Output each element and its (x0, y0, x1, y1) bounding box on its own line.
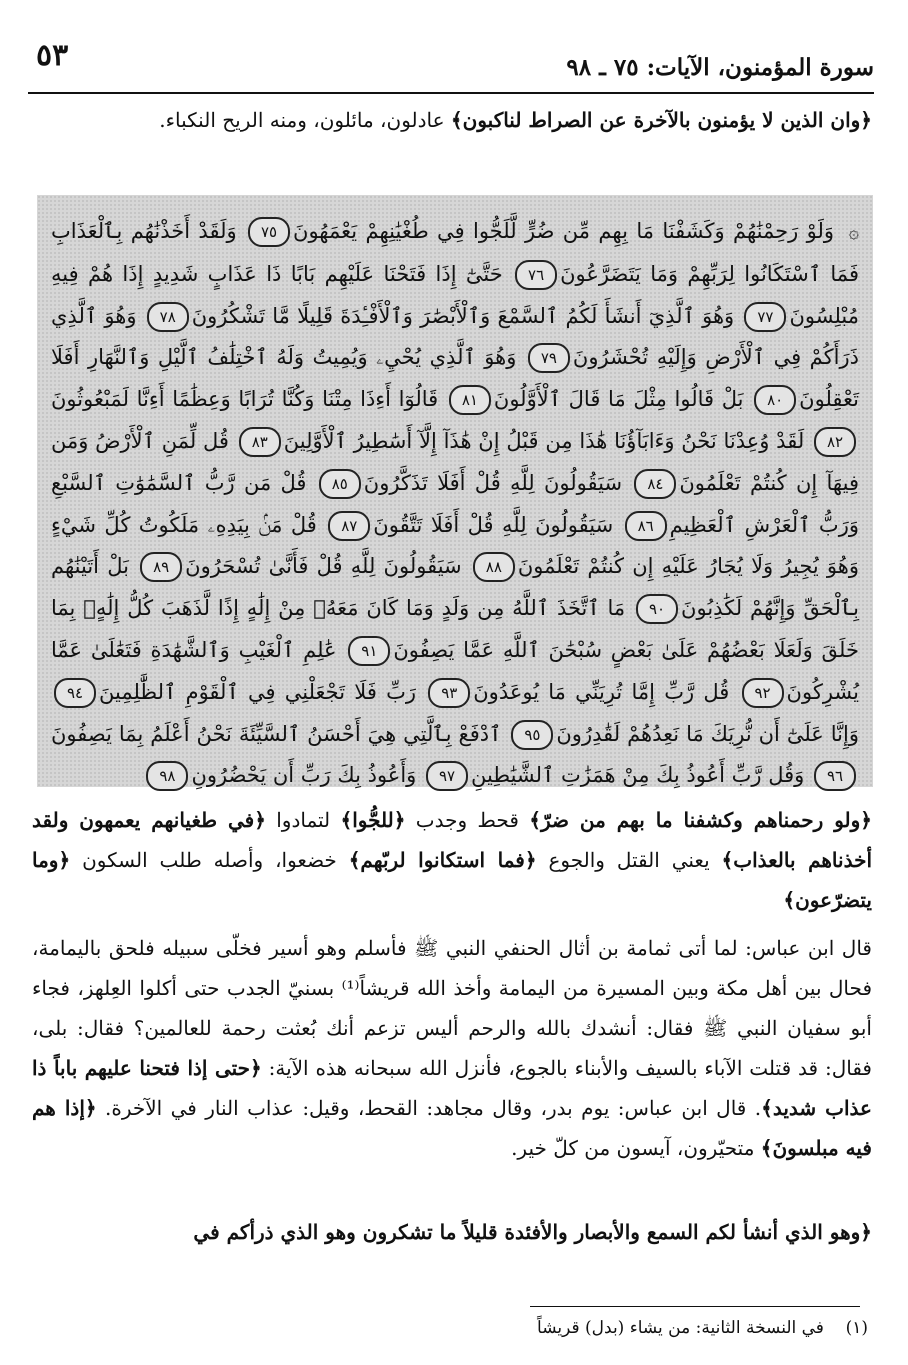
ayah-number-marker: ٩١ (348, 636, 390, 666)
ayah-number-marker: ٧٨ (147, 302, 189, 332)
footnote-divider (530, 1306, 860, 1307)
ayah-number-marker: ٧٦ (515, 260, 557, 290)
footnote (60, 1318, 868, 1338)
ayah-number-marker: ٨٠ (754, 385, 796, 415)
commentary-text: قال ابن عباس: لما أتى ثمامة بن أثال الحنفي النبي ﷺ فأسلم وهو أسير فخلّى سبيله فلحق باليمامة، فحال بين أهل مكة وبين المسيرة من اليمامة وأخذ الله قريشاً⁽¹⁾ بسنيّ الجدب حتى أكلوا العِلهز، فجاء أبو سفيان النبي ﷺ فقال: أنشدك بالله والرحم أليس تزعم أنك بُعثت رحمة للعالمين؟ فقال: بلى، فقال: قد قتلت الآباء بالسيف والأبناء بالجوع، فأنزل الله سبحانه هذه الآية: (32, 936, 872, 1080)
commentary-text: قحط وجدب (405, 808, 530, 832)
verse-text-12: قُلْ مَن رَّبُّ ٱلسَّمَٰوَٰتِ ٱلسَّبْعِ وَرَبُّ ٱلْعَرْشِ ٱلْعَظِيمِ (51, 470, 859, 537)
ayah-number-marker: ٨١ (449, 385, 491, 415)
ayah-number-marker: ٨٢ (814, 427, 856, 457)
verse-text (51, 211, 859, 797)
quoted-verse: ﴿فما استكانوا لربّهم﴾ (348, 848, 537, 872)
verse-text-8: قَالُوٓا أَءِذَا مِتْنَا وَكُنَّا تُرَابًا وَعِظَٰمًا أَءِنَّا لَمَبْعُوثُونَ (51, 387, 439, 412)
verse-text-9: لَقَدْ وُعِدْنَا نَحْنُ وَءَابَآؤُنَا هَٰذَا مِن قَبْلُ إِنْ هَٰذَآ إِلَّآ أَسَٰطِيرُ ٱلْأَوَّلِينَ (283, 428, 805, 453)
commentary-3-quote: ﴿وهو الذي أنشأ لكم السمع والأبصار والأفئدة قليلاً ما تشكرون وهو الذي ذرأكم في (193, 1220, 872, 1244)
commentary-paragraph-3 (32, 1212, 872, 1252)
ayah-number-marker: ٩٣ (428, 678, 470, 708)
commentary-text: . قال ابن عباس: يوم بدر، وقال مجاهد: القحط، وقيل: عذاب النار في الآخرة. (96, 1096, 762, 1120)
verse-text-22: ٱدْفَعْ بِٱلَّتِي هِيَ أَحْسَنُ ٱلسَّيِّئَةَ نَحْنُ أَعْلَمُ بِمَا يَصِفُونَ (51, 721, 502, 746)
intro-quote: ﴿وان الذين لا يؤمنون بالآخرة عن الصراط لناكبون﴾ (450, 108, 872, 132)
verse-text-11: سَيَقُولُونَ لِلَّهِ قُلْ أَفَلَا تَذَكَّرُونَ (363, 470, 623, 495)
ayah-number-marker: ٩٨ (146, 761, 188, 791)
verse-text-3: حَتَّىٰٓ إِذَا فَتَحْنَا عَلَيْهِم بَابًا ذَا عَذَابٍ شَدِيدٍ إِذَا هُمْ فِيهِ مُبْلِسُونَ (51, 261, 859, 328)
verse-text-16: بَلْ أَتَيْنَٰهُم بِٱلْحَقِّ وَإِنَّهُمْ لَكَٰذِبُونَ (51, 554, 859, 621)
commentary-text: متحيّرون، آيسون من كلّ خير. (511, 1136, 761, 1160)
quran-verse-block (37, 195, 873, 787)
verse-text-14: قُلْ مَنۢ بِيَدِهِۦ مَلَكُوتُ كُلِّ شَيْءٍ وَهُوَ يُجِيرُ وَلَا يُجَارُ عَلَيْهِ إِن كُنتُمْ تَعْلَمُونَ (51, 512, 859, 579)
ayah-number-marker: ٧٩ (528, 343, 570, 373)
page-header (28, 36, 874, 94)
commentary-paragraph-1 (32, 800, 872, 920)
commentary-paragraph-2 (32, 928, 872, 1168)
verse-text-7: بَلْ قَالُوا مِثْلَ مَا قَالَ ٱلْأَوَّلُونَ (493, 387, 744, 412)
ayah-number-marker: ٩٢ (742, 678, 784, 708)
quoted-verse: ﴿وما يتضرّعون﴾ (32, 848, 872, 912)
ayah-number-marker: ٨٥ (319, 469, 361, 499)
verse-text-19: قُل رَّبِّ إِمَّا تُرِيَنِّي مَا يُوعَدُونَ (473, 679, 730, 704)
verse-text-23: وَقُل رَّبِّ أَعُوذُ بِكَ مِنْ هَمَزَٰتِ ٱلشَّيَٰطِينِ (471, 763, 805, 788)
verse-text-15: سَيَقُولُونَ لِلَّهِ قُلْ فَأَنَّىٰ تُسْحَرُونَ (185, 554, 462, 579)
verse-text-5: وَهُوَ ٱلَّذِي ذَرَأَكُمْ فِي ٱلْأَرْضِ وَإِلَيْهِ تُحْشَرُونَ (51, 303, 859, 370)
verse-text-18: عَٰلِمِ ٱلْغَيْبِ وَٱلشَّهَٰدَةِ فَتَعَٰلَىٰ عَمَّا يُشْرِكُونَ (51, 637, 859, 704)
verse-text-4: وَهُوَ ٱلَّذِيٓ أَنشَأَ لَكُمُ ٱلسَّمْعَ وَٱلْأَبْصَٰرَ وَٱلْأَفْـِٔدَةَ قَلِيلًا مَّا تَشْكُرُونَ (191, 303, 735, 328)
verse-text-6: وَهُوَ ٱلَّذِي يُحْيِۦ وَيُمِيتُ وَلَهُ ٱخْتِلَٰفُ ٱلَّيْلِ وَٱلنَّهَارِ أَفَلَا تَعْقِلُونَ (51, 345, 859, 412)
ayah-number-marker: ٨٤ (634, 469, 676, 499)
footnote-number: (١) (845, 1318, 868, 1338)
quoted-verse: ﴿إذا هم فيه مبلسونَ﴾ (32, 1096, 872, 1160)
intro-paragraph (32, 100, 872, 140)
page-number: ٥٣ (36, 38, 69, 73)
quoted-verse: ﴿في طغيانهم يعمهون ولقد أخذناهم بالعذاب﴾ (32, 808, 872, 872)
verse-text-1: وَلَوْ رَحِمْنَٰهُمْ وَكَشَفْنَا مَا بِهِم مِّن ضُرٍّ لَّلَجُّوا فِي طُغْيَٰنِهِمْ يَعْمَهُونَ (293, 219, 835, 243)
commentary-text: يعني القتل والجوع (536, 848, 722, 872)
ayah-number-marker: ٩٤ (54, 678, 96, 708)
verse-text-17: مَا ٱتَّخَذَ ٱللَّهُ مِن وَلَدٍ وَمَا كَانَ مَعَهُۥ مِنْ إِلَٰهٍ إِذًا لَّذَهَبَ كُلُّ إِلَٰهٍۭ بِمَا خَلَقَ وَلَعَلَا بَعْضُهُمْ عَلَىٰ بَعْضٍ سُبْحَٰنَ ٱللَّهِ عَمَّا يَصِفُونَ (51, 596, 859, 662)
verse-text-2: وَلَقَدْ أَخَذْنَٰهُم بِٱلْعَذَابِ فَمَا ٱسْتَكَانُوا لِرَبِّهِمْ وَمَا يَتَضَرَّعُونَ (51, 219, 859, 286)
intro-text: عادلون، مائلون، ومنه الريح النكباء. (159, 108, 451, 132)
commentary-text: لتمادوا (265, 808, 341, 832)
ayah-number-marker: ٩٥ (511, 720, 553, 750)
ayah-number-marker: ٩٦ (814, 761, 856, 791)
ayah-number-marker: ٩٧ (426, 761, 468, 791)
quoted-verse: ﴿ولو رحمناهم وكشفنا ما بهم من ضرّ﴾ (529, 808, 873, 832)
verse-text-10: قُل لِّمَنِ ٱلْأَرْضُ وَمَن فِيهَآ إِن كُنتُمْ تَعْلَمُونَ (51, 428, 859, 495)
ayah-number-marker: ٨٦ (625, 511, 667, 541)
ayah-number-marker: ٨٧ (328, 511, 370, 541)
verse-text-13: سَيَقُولُونَ لِلَّهِ قُلْ أَفَلَا تَتَّقُونَ (373, 512, 614, 537)
commentary-text: خضعوا، وأصله طلب السكون (70, 848, 349, 872)
section-mark-icon: ۞ (848, 222, 859, 243)
ayah-number-marker: ٨٩ (140, 552, 182, 582)
quoted-verse: ﴿حتى إذا فتحنا عليهم باباً ذا عذاب شديد﴾ (32, 1056, 872, 1120)
ayah-number-marker: ٩٠ (636, 594, 678, 624)
ayah-number-marker: ٨٨ (473, 552, 515, 582)
verse-text-20: رَبِّ فَلَا تَجْعَلْنِي فِي ٱلْقَوْمِ ٱلظَّٰلِمِينَ (99, 679, 417, 704)
footnote-text: في النسخة الثانية: من يشاء (بدل) قريشاً (537, 1318, 824, 1338)
verse-text-24: وَأَعُوذُ بِكَ رَبِّ أَن يَحْضُرُونِ (191, 763, 417, 788)
running-title: سورة المؤمنون، الآيات: ٧٥ ـ ٩٨ (566, 54, 874, 81)
ayah-number-marker: ٧٧ (744, 302, 786, 332)
ayah-number-marker: ٧٥ (248, 217, 290, 247)
verse-text-21: وَإِنَّا عَلَىٰٓ أَن نُّرِيَكَ مَا نَعِدُهُمْ لَقَٰدِرُونَ (556, 721, 859, 746)
ayah-number-marker: ٨٣ (239, 427, 281, 457)
quoted-verse: ﴿للجُّوا﴾ (340, 808, 406, 832)
